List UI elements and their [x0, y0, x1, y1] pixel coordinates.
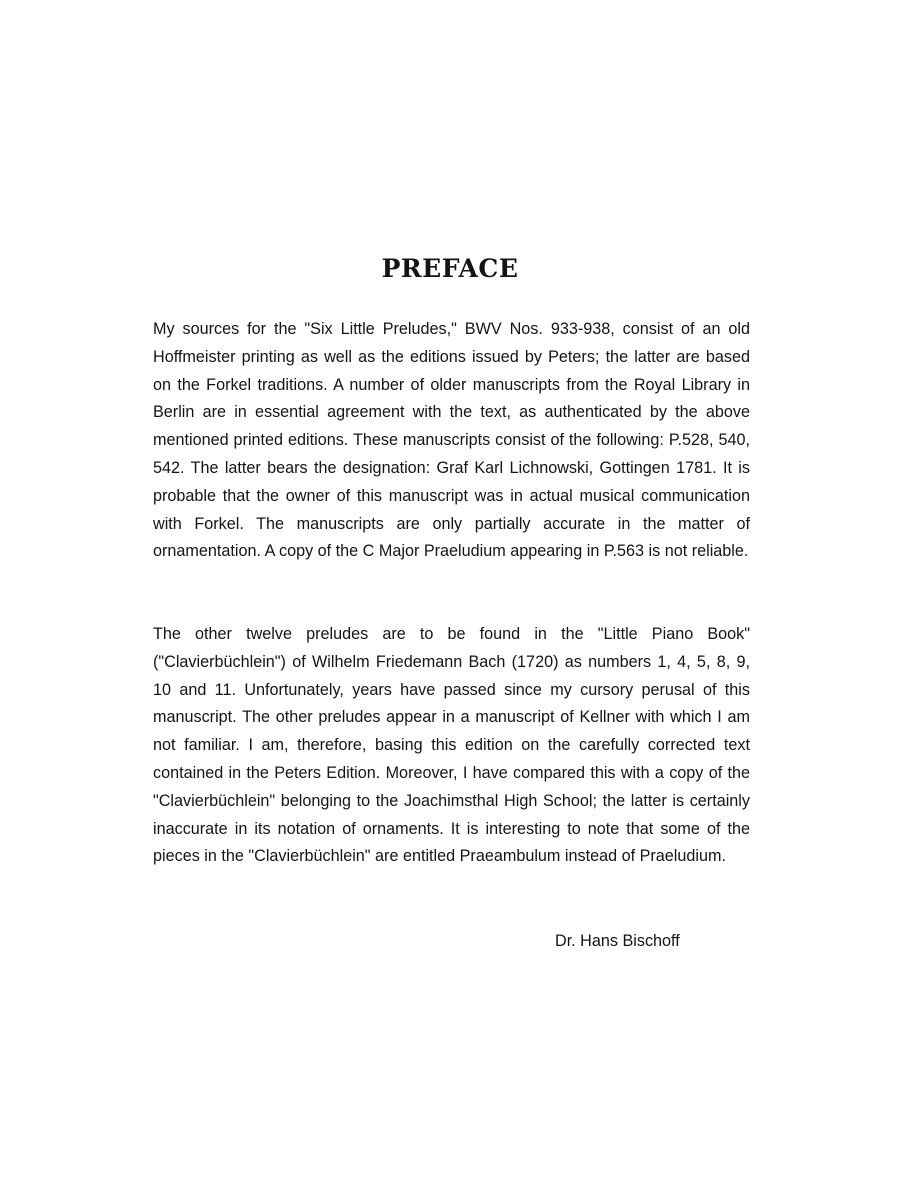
preface-paragraph-1: My sources for the "Six Little Preludes," BWV Nos. 933-938, consist of an old Hoffmeister printing as well as the editions issued by Peters; the latter are based on the Forkel traditions. A number of older manuscripts from the Royal Library in Berlin are in essential agreement with the text, as authenticated by the above mentioned printed editions. These manuscripts consist of the following: P.528, 540, 542. The latter bears the designation: Graf Karl Lichnowski, Gottingen 1781. It is probable that the owner of this manuscript was in actual musical communication with Forkel. The manuscripts are only partially accurate in the matter of ornamentation. A copy of the C Major Praeludium appearing in P.563 is not reliable.: [153, 320, 750, 561]
author-signature: Dr. Hans Bischoff: [555, 932, 680, 950]
preface-paragraph-2: The other twelve preludes are to be found in the "Little Piano Book" ("Clavierbüchlein") of Wilhelm Friedemann Bach (1720) as numbers 1, 4, 5, 8, 9, 10 and 11. Unfortunately, years have passed since my cursory perusal of this manuscript. The other preludes appear in a manuscript of Kellner with which I am not familiar. I am, therefore, basing this edition on the carefully corrected text contained in the Peters Edition. Moreover, I have compared this with a copy of the "Clavierbüchlein" belonging to the Joachimsthal High School; the latter is certainly inaccurate in its notation of ornaments. It is interesting to note that some of the pieces in the "Clavierbüchlein" are entitled Praeambulum instead of Praeludium.: [153, 625, 750, 866]
page-title: PREFACE: [381, 254, 519, 283]
